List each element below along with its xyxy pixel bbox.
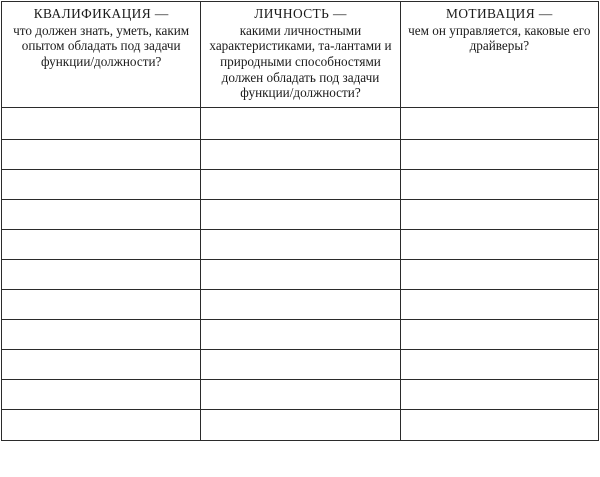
table-cell[interactable] bbox=[2, 409, 201, 440]
column-header-qualification bbox=[2, 2, 201, 108]
table-row bbox=[2, 379, 599, 409]
table-cell-text bbox=[2, 170, 200, 199]
table-cell-text bbox=[401, 108, 598, 139]
table-cell[interactable] bbox=[2, 139, 201, 169]
table-cell-text bbox=[201, 170, 399, 199]
table-row bbox=[2, 229, 599, 259]
table-cell[interactable] bbox=[201, 379, 400, 409]
table-cell-text bbox=[201, 108, 399, 139]
table-cell-text bbox=[2, 320, 200, 349]
table-cell-text bbox=[401, 350, 598, 379]
table-cell[interactable] bbox=[201, 349, 400, 379]
column-title-personality: ЛИЧНОСТЬ — bbox=[254, 6, 347, 21]
table-cell[interactable] bbox=[201, 289, 400, 319]
table-row bbox=[2, 409, 599, 440]
table-cell-text bbox=[401, 320, 598, 349]
table-cell[interactable] bbox=[400, 199, 598, 229]
table-row bbox=[2, 107, 599, 139]
table-cell[interactable] bbox=[2, 169, 201, 199]
table-cell[interactable] bbox=[201, 409, 400, 440]
column-title-motivation: МОТИВАЦИЯ — bbox=[446, 6, 553, 21]
table-body bbox=[2, 107, 599, 440]
table-row bbox=[2, 319, 599, 349]
table-cell[interactable] bbox=[201, 139, 400, 169]
table-cell-text bbox=[201, 290, 399, 319]
column-title-qualification: КВАЛИФИКАЦИЯ — bbox=[33, 6, 169, 21]
table-cell[interactable] bbox=[2, 289, 201, 319]
table-cell-text bbox=[2, 290, 200, 319]
table-cell[interactable] bbox=[2, 319, 201, 349]
table-cell-text bbox=[401, 200, 598, 229]
competency-table bbox=[1, 1, 599, 441]
table-cell-text bbox=[401, 260, 598, 289]
table-cell[interactable] bbox=[400, 139, 598, 169]
table-cell[interactable] bbox=[2, 349, 201, 379]
table-cell-text bbox=[201, 260, 399, 289]
table-cell-text bbox=[201, 320, 399, 349]
table-cell[interactable] bbox=[400, 289, 598, 319]
table-cell-text bbox=[201, 350, 399, 379]
table-cell-text bbox=[2, 350, 200, 379]
table-cell-text bbox=[401, 410, 598, 440]
table-row bbox=[2, 259, 599, 289]
table-cell-text bbox=[201, 380, 399, 409]
table-cell-text bbox=[401, 170, 598, 199]
table-header bbox=[2, 2, 599, 108]
table-cell[interactable] bbox=[400, 379, 598, 409]
table-cell-text bbox=[201, 200, 399, 229]
table-cell-text bbox=[401, 140, 598, 169]
table-cell-text bbox=[2, 230, 200, 259]
column-description-qualification: что должен знать, уметь, каким опытом обладать под задачи функции/должности? bbox=[13, 22, 190, 69]
table-cell-text bbox=[2, 140, 200, 169]
table-cell-text bbox=[2, 108, 200, 139]
table-cell-text bbox=[201, 410, 399, 440]
table-row bbox=[2, 169, 599, 199]
table-cell[interactable] bbox=[2, 379, 201, 409]
table-cell-text bbox=[401, 290, 598, 319]
table-cell[interactable] bbox=[400, 349, 598, 379]
table-cell-text bbox=[401, 380, 598, 409]
table-row bbox=[2, 349, 599, 379]
table-header-row bbox=[2, 2, 599, 108]
table-cell-text bbox=[201, 140, 399, 169]
table-cell-text bbox=[2, 200, 200, 229]
table-cell[interactable] bbox=[400, 229, 598, 259]
table-cell-text bbox=[2, 380, 200, 409]
table-cell[interactable] bbox=[400, 107, 598, 139]
table-cell[interactable] bbox=[201, 259, 400, 289]
column-header-personality bbox=[201, 2, 400, 108]
table-row bbox=[2, 199, 599, 229]
table-cell[interactable] bbox=[2, 259, 201, 289]
table-cell-text bbox=[401, 230, 598, 259]
table-cell[interactable] bbox=[201, 229, 400, 259]
column-header-motivation bbox=[400, 2, 598, 108]
table-cell[interactable] bbox=[201, 107, 400, 139]
table-cell[interactable] bbox=[201, 199, 400, 229]
table-cell[interactable] bbox=[2, 229, 201, 259]
table-cell-text bbox=[2, 260, 200, 289]
table-row bbox=[2, 289, 599, 319]
column-description-motivation: чем он управляется, каковые его драйверы? bbox=[408, 22, 591, 54]
table-cell[interactable] bbox=[2, 199, 201, 229]
table-cell[interactable] bbox=[400, 319, 598, 349]
table-cell[interactable] bbox=[201, 169, 400, 199]
table-cell[interactable] bbox=[400, 259, 598, 289]
column-description-personality: какими личностными характеристиками, та-лантами и природными способностями должен обладать под задачи функции/должности? bbox=[209, 22, 392, 101]
table-cell-text bbox=[201, 230, 399, 259]
table-cell-text bbox=[2, 410, 200, 440]
table-cell[interactable] bbox=[2, 107, 201, 139]
table-cell[interactable] bbox=[400, 169, 598, 199]
table-row bbox=[2, 139, 599, 169]
table-cell[interactable] bbox=[400, 409, 598, 440]
document-page bbox=[0, 1, 600, 477]
table-cell[interactable] bbox=[201, 319, 400, 349]
